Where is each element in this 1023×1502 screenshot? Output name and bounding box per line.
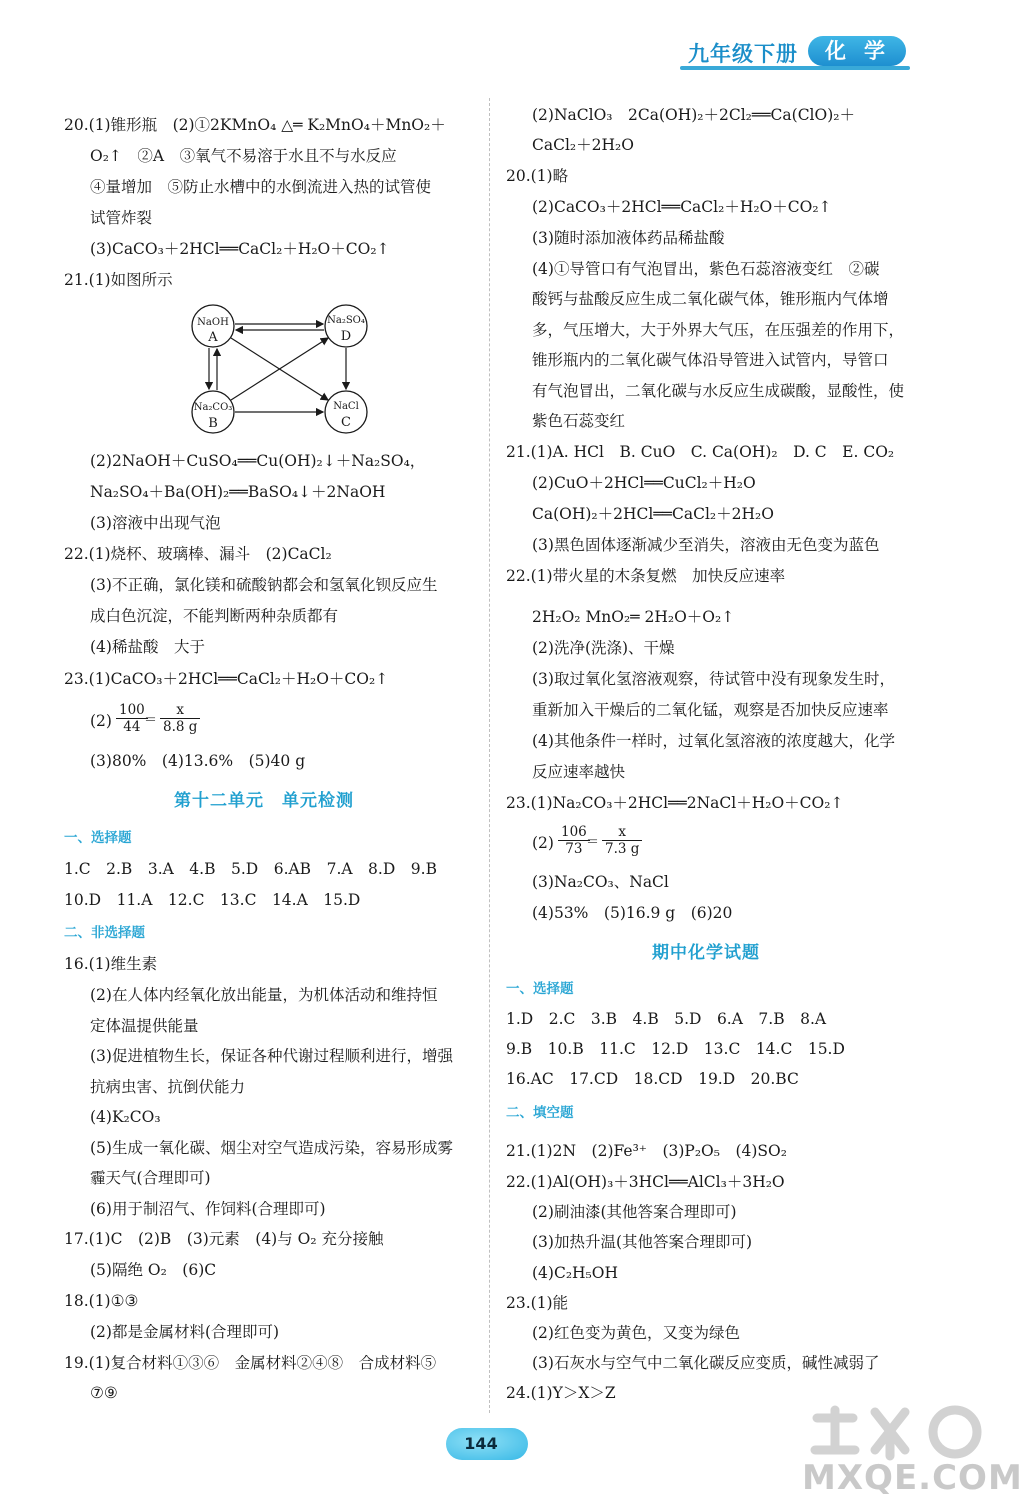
answer-line: (3)Na₂CO₃、NaCl — [532, 873, 669, 891]
answer-line: (2)CuO＋2HCl══CuCl₂＋H₂O — [532, 474, 756, 492]
answer-line: 20.(1)锥形瓶 (2)①2KMnO₄ △═ K₂MnO₄＋MnO₂＋ — [64, 116, 446, 134]
answer-line: (3)加热升温(其他答案合理即可) — [532, 1233, 753, 1251]
fraction-equals: ＝ — [586, 835, 600, 850]
node-b-letter: B — [208, 416, 218, 431]
grade-label: 九年级下册 — [688, 42, 798, 66]
page-number-badge — [446, 1428, 528, 1460]
answer-line: 23.(1)Na₂CO₃＋2HCl══2NaCl＋H₂O＋CO₂↑ — [506, 794, 844, 812]
column-divider — [489, 98, 490, 1413]
answer-line: 1.C 2.B 3.A 4.B 5.D 6.AB 7.A 8.D 9.B — [64, 860, 437, 878]
exam-title: 期中化学试题 — [652, 943, 760, 963]
page-number: 144 — [464, 1434, 498, 1453]
answer-line: (2)刷油漆(其他答案合理即可) — [532, 1203, 737, 1221]
answer-line: (2)在人体内经氧化放出能量，为机体活动和维持恒 — [90, 986, 438, 1004]
answer-line: Ca(OH)₂＋2HCl══CaCl₂＋2H₂O — [532, 505, 774, 523]
answer-line: 酸钙与盐酸反应生成二氧化碳气体，锥形瓶内气体增 — [532, 290, 889, 308]
answer-line: 18.(1)①③ — [64, 1292, 139, 1310]
unit-title: 第十二单元 单元检测 — [174, 791, 354, 811]
watermark-text: MXQE.COM — [802, 1458, 1023, 1498]
answer-line: (3)促进植物生长，保证各种代谢过程顺利进行，增强 — [90, 1047, 453, 1065]
answer-line: (4)K₂CO₃ — [90, 1108, 161, 1126]
answer-line: ④量增加 ⑤防止水槽中的水倒流进入热的试管使 — [90, 178, 432, 196]
answer-line: 21.(1)2N (2)Fe³⁺ (3)P₂O₅ (4)SO₂ — [506, 1142, 787, 1160]
answer-line: (2) — [90, 712, 112, 730]
answer-line: 反应速率越快 — [532, 763, 626, 781]
answer-line: (3)CaCO₃＋2HCl══CaCl₂＋H₂O＋CO₂↑ — [90, 240, 390, 258]
answer-line: 多，气压增大，大于外界大气压，在压强差的作用下， — [532, 321, 905, 339]
answer-line: (2)CaCO₃＋2HCl══CaCl₂＋H₂O＋CO₂↑ — [532, 198, 832, 216]
subject-badge: 化学 — [808, 36, 906, 66]
answer-line: 21.(1)A. HCl B. CuO C. Ca(OH)₂ D. C E. CO₂ — [506, 443, 895, 461]
conversion-diagram — [186, 296, 376, 442]
answer-line: 定体温提供能量 — [90, 1017, 199, 1035]
answer-line: 19.(1)复合材料①③⑥ 金属材料②④⑧ 合成材料⑤ — [64, 1354, 437, 1372]
answer-line: 9.B 10.B 11.C 12.D 13.C 14.C 15.D — [506, 1040, 845, 1058]
header-rule — [680, 66, 910, 70]
node-a-letter: A — [208, 330, 218, 345]
answer-line: (2)洗净(洗涤)、干燥 — [532, 639, 675, 657]
answer-line: (3)石灰水与空气中二氧化碳反应变质，碱性减弱了 — [532, 1354, 880, 1372]
section-heading: 二、非选择题 — [64, 925, 145, 941]
answer-line: 锥形瓶内的二氧化碳气体沿导管进入试管内，导管口 — [532, 351, 889, 369]
fraction-x-8-8g: $\frac{x}{8.8 g}$ — [160, 702, 200, 735]
answer-line: (4)其他条件一样时，过氧化氢溶液的浓度越大，化学 — [532, 732, 895, 750]
section-heading: 二、填空题 — [506, 1105, 574, 1121]
answer-line: 22.(1)带火星的木条复燃 加快反应速率 — [506, 567, 786, 585]
answer-line: 紫色石蕊变红 — [532, 412, 626, 430]
answer-line: (3)溶液中出现气泡 — [90, 514, 221, 532]
node-b-label: Na₂CO₃ — [193, 402, 233, 413]
answer-line: 22.(1)烧杯、玻璃棒、漏斗 (2)CaCl₂ — [64, 545, 332, 563]
answer-line: (6)用于制沼气、作饲料(合理即可) — [90, 1200, 326, 1218]
answer-line: (2)都是金属材料(合理即可) — [90, 1323, 280, 1341]
answer-line: 有气泡冒出，二氧化碳与水反应生成碳酸，显酸性，使 — [532, 382, 905, 400]
answer-line: 16.(1)维生素 — [64, 955, 158, 973]
answer-line: (3)80% (4)13.6% (5)40 g — [90, 752, 306, 770]
answer-line: (3)取过氧化氢溶液观察，待试管中没有现象发生时， — [532, 670, 895, 688]
answer-line: O₂↑ ②A ③氧气不易溶于水且不与水反应 — [90, 147, 397, 165]
answer-line: (3)不正确，氯化镁和硫酸钠都会和氢氧化钡反应生 — [90, 576, 438, 594]
fraction-106-73: $\frac{106}{73}$ — [558, 824, 590, 857]
section-heading: 一、选择题 — [506, 981, 574, 997]
answer-line: (2)红色变为黄色，又变为绿色 — [532, 1324, 740, 1342]
answer-line: 抗病虫害、抗倒伏能力 — [90, 1078, 246, 1096]
answer-line: (5)隔绝 O₂ (6)C — [90, 1261, 217, 1279]
answer-line: (3)黑色固体逐渐减少至消失，溶液由无色变为蓝色 — [532, 536, 880, 554]
answer-line: 成白色沉淀，不能判断两种杂质都有 — [90, 607, 339, 625]
answer-line: Na₂SO₄＋Ba(OH)₂══BaSO₄↓＋2NaOH — [90, 483, 386, 501]
answer-line: 16.AC 17.CD 18.CD 19.D 20.BC — [506, 1070, 799, 1088]
answer-line: 22.(1)Al(OH)₃＋3HCl══AlCl₃＋3H₂O — [506, 1173, 785, 1191]
answer-line: 20.(1)略 — [506, 167, 569, 185]
answer-line: 23.(1)CaCO₃＋2HCl══CaCl₂＋H₂O＋CO₂↑ — [64, 670, 389, 688]
answer-line: (2) — [532, 834, 554, 852]
fraction-equals: ＝ — [144, 713, 158, 728]
answer-line: CaCl₂＋2H₂O — [532, 136, 634, 154]
answer-line: 17.(1)C (2)B (3)元素 (4)与 O₂ 充分接触 — [64, 1230, 384, 1248]
answer-line: 21.(1)如图所示 — [64, 271, 173, 289]
answer-line: 1.D 2.C 3.B 4.B 5.D 6.A 7.B 8.A — [506, 1010, 827, 1028]
node-a-label: NaOH — [197, 317, 229, 328]
answer-line: (2)2NaOH＋CuSO₄══Cu(OH)₂↓＋Na₂SO₄， — [90, 452, 426, 470]
section-heading: 一、选择题 — [64, 830, 132, 846]
fraction-100-44: $\frac{100}{44}$ — [116, 702, 148, 735]
answer-line: (4)稀盐酸 大于 — [90, 638, 205, 656]
node-c-letter: C — [341, 415, 351, 430]
answer-line: (3)随时添加液体药品稀盐酸 — [532, 229, 725, 247]
node-d-label: Na₂SO₄ — [327, 315, 365, 326]
answer-line: 重新加入干燥后的二氧化锰，观察是否加快反应速率 — [532, 701, 889, 719]
answer-line: 2H₂O₂ MnO₂═ 2H₂O＋O₂↑ — [532, 608, 735, 626]
page-header — [0, 0, 1000, 90]
answer-line: 试管炸裂 — [90, 209, 153, 227]
answer-line: (4)53% (5)16.9 g (6)20 — [532, 904, 733, 922]
fraction-x-7-3g: $\frac{x}{7.3 g}$ — [602, 824, 642, 857]
answer-line: (5)生成一氧化碳、烟尘对空气造成污染，容易形成雾 — [90, 1139, 453, 1157]
answer-line: 10.D 11.A 12.C 13.C 14.A 15.D — [64, 891, 361, 909]
answer-line: (4)C₂H₅OH — [532, 1264, 618, 1282]
node-d-letter: D — [340, 329, 352, 344]
answer-line: 霾天气(合理即可) — [90, 1169, 211, 1187]
answer-line: (2)NaClO₃ 2Ca(OH)₂＋2Cl₂══Ca(ClO)₂＋ — [532, 106, 855, 124]
answer-line: ⑦⑨ — [90, 1384, 118, 1402]
node-c-label: NaCl — [333, 401, 359, 412]
answer-line: (4)①导管口有气泡冒出，紫色石蕊溶液变红 ②碳 — [532, 260, 880, 278]
answer-line: 24.(1)Y＞X＞Z — [506, 1384, 616, 1402]
answer-line: 23.(1)能 — [506, 1294, 569, 1312]
